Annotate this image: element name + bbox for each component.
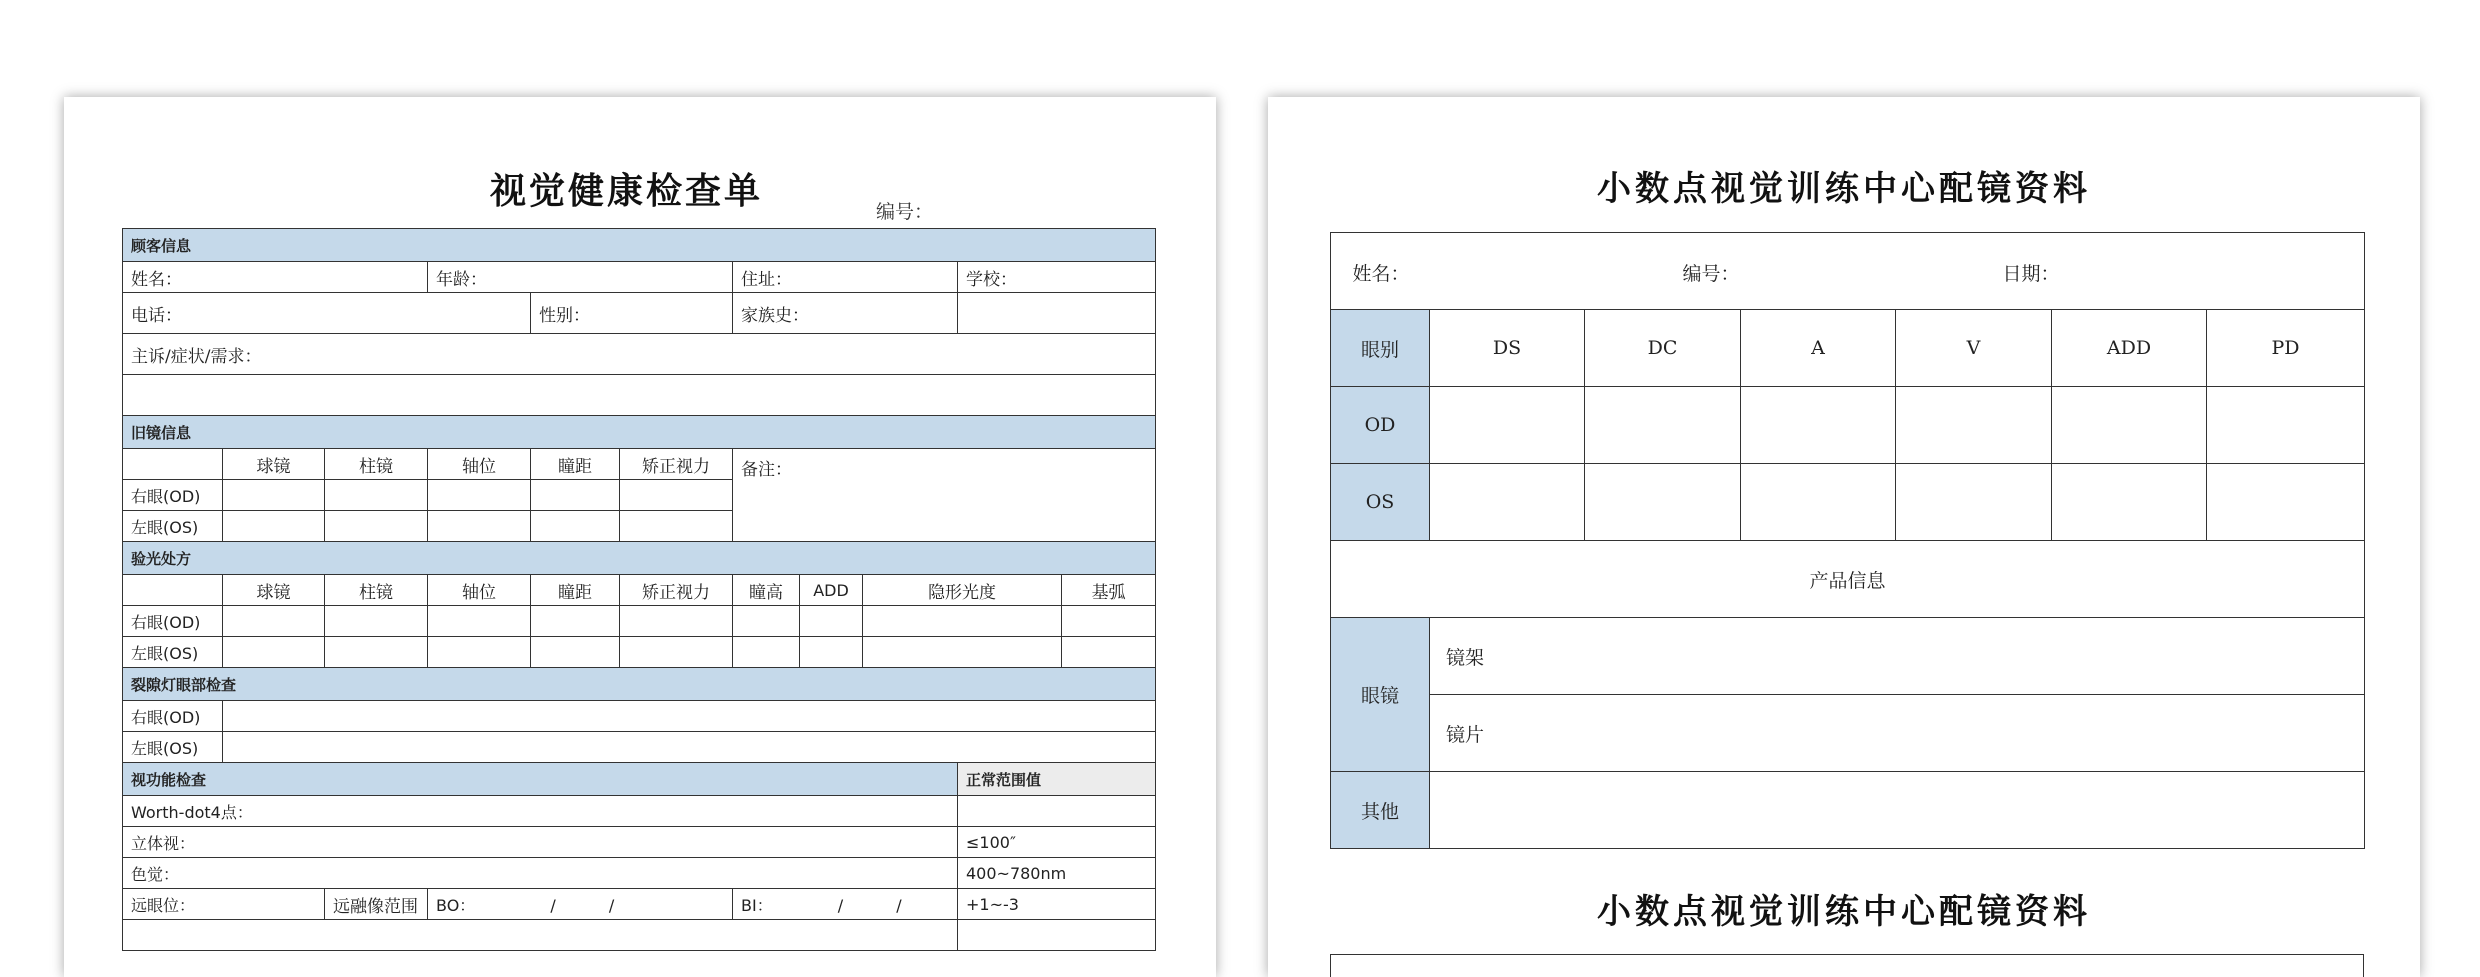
rx-os-va[interactable] [620,637,733,668]
section-old-glasses: 旧镜信息 [123,416,1156,449]
rx-header-base-curve: 基弧 [1062,575,1156,606]
col-header-v: V [1896,310,2052,387]
section-refraction: 验光处方 [123,542,1156,575]
health-check-table [122,228,1156,951]
old-os-axis[interactable] [428,511,531,542]
visual-function-blank-normal [958,920,1156,951]
col-header-dc: DC [1585,310,1741,387]
form-title: 视觉健康检查单 [490,171,764,212]
customer-gender-field[interactable]: 性别： [531,293,733,334]
row-label-os: OS [1331,464,1430,541]
os-add-cell[interactable] [2052,464,2207,541]
slit-od-field[interactable] [223,701,1156,732]
rx-od-cylinder[interactable] [325,606,428,637]
od-a-cell[interactable] [1741,387,1896,464]
col-header-ds: DS [1430,310,1585,387]
rx-header-sphere: 球镜 [223,575,325,606]
os-v-cell[interactable] [1896,464,2052,541]
slit-row-os-label: 左眼(OS) [123,732,223,763]
bi-field[interactable] [733,889,958,920]
bo-label: BO： [436,895,476,915]
customer-name-field[interactable]: 姓名： [123,262,428,293]
rx-os-base-curve[interactable] [1062,637,1156,668]
old-row-os-label: 左眼(OS) [123,511,223,542]
rx-header-axis: 轴位 [428,575,531,606]
rx-os-sphere[interactable] [223,637,325,668]
section-slit-lamp: 裂隙灯眼部检查 [123,668,1156,701]
rx-od-base-curve[interactable] [1062,606,1156,637]
other-row-label: 其他 [1331,772,1430,849]
od-pd-cell[interactable] [2207,387,2365,464]
normal-range-header: 正常范围值 [958,763,1156,796]
od-ds-cell[interactable] [1430,387,1585,464]
old-od-cylinder[interactable] [325,480,428,511]
rx-os-add[interactable] [800,637,863,668]
slit-row-od-label: 右眼(OD) [123,701,223,732]
bo-slash-1: / [550,895,556,915]
old-od-va[interactable] [620,480,733,511]
rx-od-pd[interactable] [531,606,620,637]
record-title: 小数点视觉训练中心配镜资料 [1597,169,2091,209]
section-visual-function: 视功能检查 [123,763,958,796]
second-record-table-top [1330,954,2364,977]
old-os-pd[interactable] [531,511,620,542]
old-od-pd[interactable] [531,480,620,511]
old-row-od-label: 右眼(OD) [123,480,223,511]
bo-field[interactable] [428,889,733,920]
old-header-pd: 瞳距 [531,449,620,480]
eye-label-header: 眼别 [1331,310,1430,387]
record-date-label: 日期： [2002,263,2060,285]
rx-od-pupil-height[interactable] [733,606,800,637]
rx-header-pupil-height: 瞳高 [733,575,800,606]
rx-od-add[interactable] [800,606,863,637]
glasses-record-form [1268,97,2420,977]
record-name-label: 姓名： [1352,263,1410,285]
old-os-cylinder[interactable] [325,511,428,542]
rx-os-contact-power[interactable] [863,637,1062,668]
rx-row-od-label: 右眼(OD) [123,606,223,637]
record-number-label: 编号： [1682,263,1740,285]
rx-os-pupil-height[interactable] [733,637,800,668]
col-header-a: A [1741,310,1896,387]
old-od-sphere[interactable] [223,480,325,511]
customer-family-history-field[interactable]: 家族史： [733,293,958,334]
rx-header-add: ADD [800,575,863,606]
col-header-pd: PD [2207,310,2365,387]
rx-od-contact-power[interactable] [863,606,1062,637]
rx-header-contact-power: 隐形光度 [863,575,1062,606]
worth-dot-field[interactable]: Worth-dot4点： [123,796,958,827]
rx-os-axis[interactable] [428,637,531,668]
old-header-sphere: 球镜 [223,449,325,480]
bo-slash-2: / [608,895,615,915]
rx-os-cylinder[interactable] [325,637,428,668]
color-vision-normal: 400~780nm [958,858,1156,889]
customer-school-field[interactable]: 学校： [958,262,1156,293]
rx-header-cylinder: 柱镜 [325,575,428,606]
rx-row-os-label: 左眼(OS) [123,637,223,668]
old-header-corrected-va: 矫正视力 [620,449,733,480]
customer-blank-cell[interactable] [958,293,1156,334]
fusion-range-label: 远融像范围 [325,889,428,920]
far-phoria-normal: +1~-3 [958,889,1156,920]
visual-function-blank-row[interactable] [123,920,958,951]
rx-os-pd[interactable] [531,637,620,668]
form-number-label: 编号： [876,201,934,223]
row-label-od: OD [1331,387,1430,464]
refraction-corner-cell [123,575,223,606]
rx-header-corrected-va: 矫正视力 [620,575,733,606]
customer-address-field[interactable]: 住址： [733,262,958,293]
stereo-field[interactable]: 立体视： [123,827,958,858]
old-od-axis[interactable] [428,480,531,511]
complaint-continuation-field[interactable] [123,375,1156,416]
lens-field[interactable]: 镜片 [1430,695,2365,772]
rx-od-va[interactable] [620,606,733,637]
worth-dot-normal [958,796,1156,827]
record-title-2: 小数点视觉训练中心配镜资料 [1597,892,2091,932]
os-ds-cell[interactable] [1430,464,1585,541]
customer-phone-field[interactable]: 电话： [123,293,531,334]
old-os-sphere[interactable] [223,511,325,542]
customer-age-field[interactable]: 年龄： [428,262,733,293]
color-vision-field[interactable]: 色觉： [123,858,958,889]
other-field[interactable] [1430,772,2365,849]
od-add-cell[interactable] [2052,387,2207,464]
glasses-row-label: 眼镜 [1331,618,1430,772]
record-header-row [1331,233,2365,310]
os-a-cell[interactable] [1741,464,1896,541]
rx-od-axis[interactable] [428,606,531,637]
old-header-cylinder: 柱镜 [325,449,428,480]
os-dc-cell[interactable] [1585,464,1741,541]
stereo-normal: ≤100″ [958,827,1156,858]
rx-od-sphere[interactable] [223,606,325,637]
od-v-cell[interactable] [1896,387,2052,464]
bi-label: BI： [741,895,773,915]
old-header-axis: 轴位 [428,449,531,480]
health-check-form [64,97,1216,977]
bi-slash-1: / [837,895,844,915]
rx-header-pd: 瞳距 [531,575,620,606]
old-os-va[interactable] [620,511,733,542]
frame-field[interactable]: 镜架 [1430,618,2365,695]
complaint-field[interactable]: 主诉/症状/需求： [123,334,1156,375]
bi-slash-2: / [896,895,902,915]
product-info-header: 产品信息 [1331,541,2365,618]
col-header-add: ADD [2052,310,2207,387]
far-phoria-field[interactable]: 远眼位： [123,889,325,920]
section-customer-info: 顾客信息 [123,229,1156,262]
glasses-record-table [1330,232,2365,849]
slit-os-field[interactable] [223,732,1156,763]
od-dc-cell[interactable] [1585,387,1741,464]
old-glasses-corner-cell [123,449,223,480]
old-glasses-remark-field[interactable]: 备注： [733,449,1156,542]
os-pd-cell[interactable] [2207,464,2365,541]
